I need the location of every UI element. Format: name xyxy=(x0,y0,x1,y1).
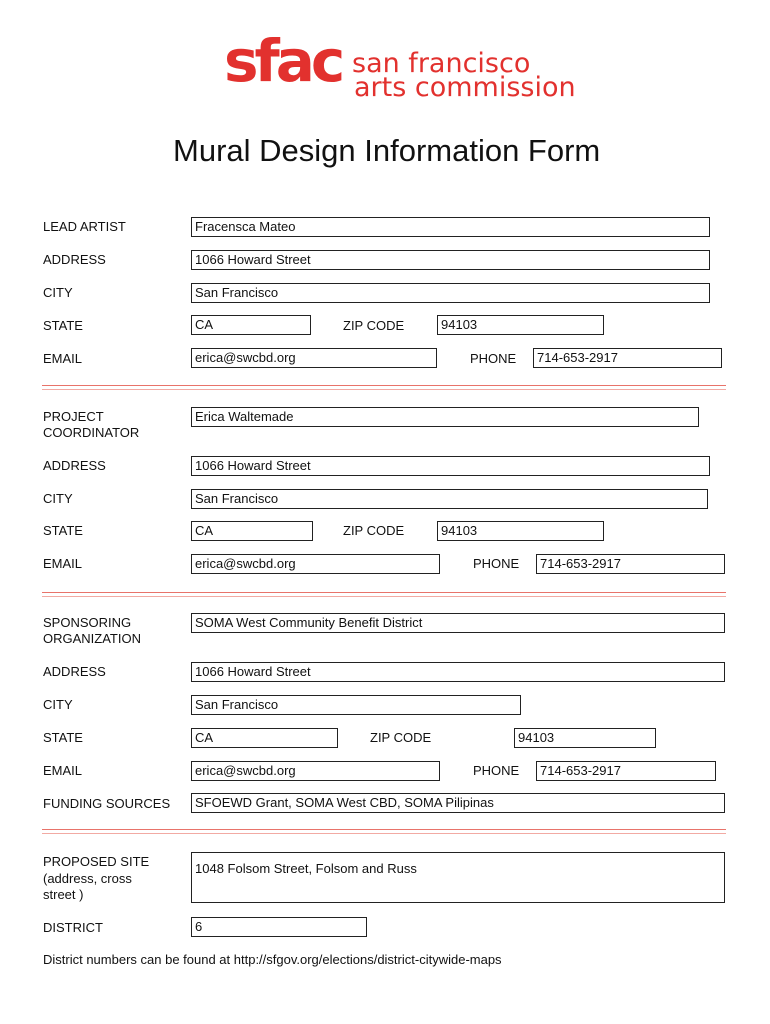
lead-artist-state-label: STATE xyxy=(43,318,83,333)
lead-artist-zip-label: ZIP CODE xyxy=(343,318,405,333)
sponsoring-org-email-field[interactable]: erica@swcbd.org xyxy=(191,761,440,781)
sponsoring-org-label-line2: ORGANIZATION xyxy=(43,631,141,646)
sponsoring-org-phone-label: PHONE xyxy=(473,763,520,778)
sponsoring-org-zip-label: ZIP CODE xyxy=(370,730,432,745)
sponsoring-org-zip-field[interactable]: 94103 xyxy=(514,728,656,748)
district-info-note: District numbers can be found at http://sfgov.org/elections/district-citywide-maps xyxy=(43,952,502,967)
funding-sources-field[interactable]: SFOEWD Grant, SOMA West CBD, SOMA Pilipinas xyxy=(191,793,725,813)
lead-artist-phone-field[interactable]: 714-653-2917 xyxy=(533,348,722,368)
section-divider xyxy=(42,389,726,390)
sponsoring-org-email-label: EMAIL xyxy=(43,763,83,778)
project-coordinator-phone-field[interactable]: 714-653-2917 xyxy=(536,554,725,574)
logo-text-line-2: arts commission xyxy=(354,72,576,103)
district-field[interactable]: 6 xyxy=(191,917,367,937)
sponsoring-org-name-field[interactable]: SOMA West Community Benefit District xyxy=(191,613,725,633)
lead-artist-email-label: EMAIL xyxy=(43,351,83,366)
proposed-site-label-line3: street ) xyxy=(43,887,84,902)
project-coordinator-zip-label: ZIP CODE xyxy=(343,523,405,538)
proposed-site-label-line2: (address, cross xyxy=(43,871,132,886)
project-coordinator-name-field[interactable]: Erica Waltemade xyxy=(191,407,699,427)
sponsoring-org-city-label: CITY xyxy=(43,697,73,712)
lead-artist-zip-field[interactable]: 94103 xyxy=(437,315,604,335)
section-divider xyxy=(42,596,726,597)
project-coordinator-city-label: CITY xyxy=(43,491,73,506)
sponsoring-org-address-field[interactable]: 1066 Howard Street xyxy=(191,662,725,682)
project-coordinator-state-field[interactable]: CA xyxy=(191,521,313,541)
project-coordinator-email-label: EMAIL xyxy=(43,556,83,571)
lead-artist-label: LEAD ARTIST xyxy=(43,219,126,234)
page-title: Mural Design Information Form xyxy=(173,133,601,168)
lead-artist-email-field[interactable]: erica@swcbd.org xyxy=(191,348,437,368)
sponsoring-org-phone-field[interactable]: 714-653-2917 xyxy=(536,761,716,781)
project-coordinator-city-field[interactable]: San Francisco xyxy=(191,489,708,509)
lead-artist-address-label: ADDRESS xyxy=(43,252,106,267)
section-divider xyxy=(42,829,726,830)
funding-sources-label: FUNDING SOURCES xyxy=(43,796,171,811)
project-coordinator-phone-label: PHONE xyxy=(473,556,520,571)
proposed-site-field[interactable]: 1048 Folsom Street, Folsom and Russ xyxy=(191,852,725,903)
sponsoring-org-label-line1: SPONSORING xyxy=(43,615,132,630)
logo-text-line-1: san francisco xyxy=(352,48,531,79)
section-divider xyxy=(42,833,726,834)
sponsoring-org-state-label: STATE xyxy=(43,730,83,745)
lead-artist-name-field[interactable]: Fracensca Mateo xyxy=(191,217,710,237)
proposed-site-label-line1: PROPOSED SITE xyxy=(43,854,150,869)
lead-artist-address-field[interactable]: 1066 Howard Street xyxy=(191,250,710,270)
project-coordinator-email-field[interactable]: erica@swcbd.org xyxy=(191,554,440,574)
lead-artist-state-field[interactable]: CA xyxy=(191,315,311,335)
lead-artist-city-label: CITY xyxy=(43,285,73,300)
lead-artist-city-field[interactable]: San Francisco xyxy=(191,283,710,303)
project-coordinator-label-line2: COORDINATOR xyxy=(43,425,140,440)
section-divider xyxy=(42,385,726,386)
project-coordinator-state-label: STATE xyxy=(43,523,83,538)
project-coordinator-address-field[interactable]: 1066 Howard Street xyxy=(191,456,710,476)
lead-artist-phone-label: PHONE xyxy=(470,351,517,366)
sponsoring-org-city-field[interactable]: San Francisco xyxy=(191,695,521,715)
section-divider xyxy=(42,592,726,593)
project-coordinator-zip-field[interactable]: 94103 xyxy=(437,521,604,541)
sfac-logo-mark: sfac xyxy=(224,27,342,95)
project-coordinator-label-line1: PROJECT xyxy=(43,409,104,424)
sponsoring-org-state-field[interactable]: CA xyxy=(191,728,338,748)
project-coordinator-address-label: ADDRESS xyxy=(43,458,106,473)
district-label: DISTRICT xyxy=(43,920,103,935)
sponsoring-org-address-label: ADDRESS xyxy=(43,664,106,679)
